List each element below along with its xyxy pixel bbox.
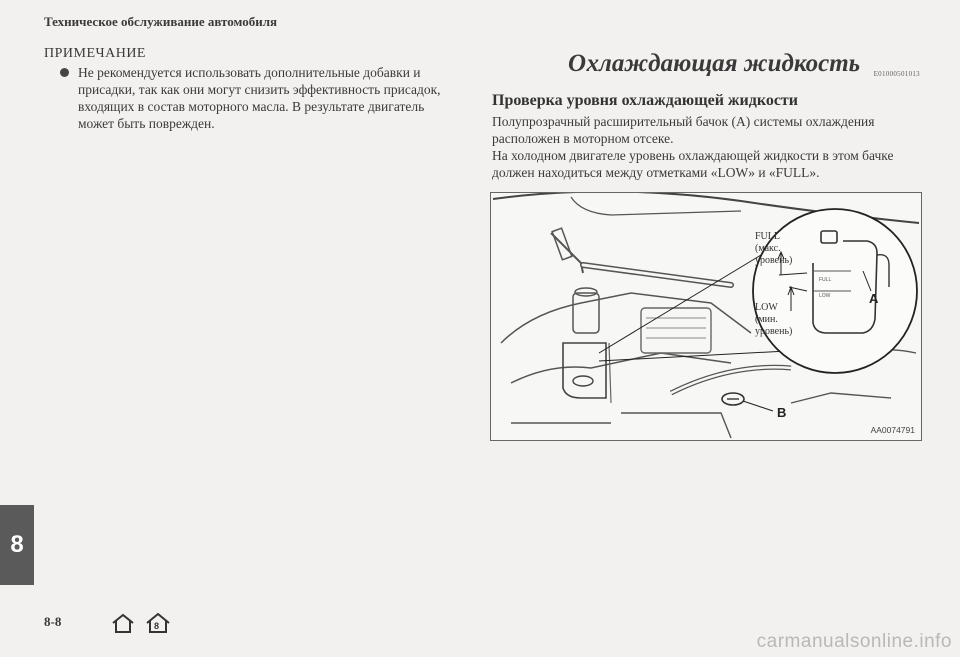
paragraph-line: Полупрозрачный расширительный бачок (A) системы охлаждения: [492, 114, 875, 129]
chapter-tab[interactable]: 8: [0, 505, 34, 585]
note-title: ПРИМЕЧАНИЕ: [44, 46, 146, 61]
note-block: [44, 46, 464, 132]
paragraph-line: расположен в моторном отсеке.: [492, 131, 674, 146]
section-title: Охлаждающая жидкость: [568, 50, 861, 77]
home-icon[interactable]: [110, 612, 136, 634]
page-number: 8-8: [44, 614, 62, 629]
subsection-title: Проверка уровня охлаждающей жидкости: [492, 92, 799, 109]
chapter-home-number: 8: [154, 621, 160, 631]
section-code: E01000501013: [873, 70, 920, 78]
watermark: carmanualsonline.info: [756, 631, 952, 652]
note-line: присадки, так как они могут снизить эффективность присадок,: [78, 82, 441, 97]
chapter-home-icon[interactable]: [144, 612, 172, 634]
page-header: Техническое обслуживание автомобиля: [44, 14, 278, 29]
note-line: Не рекомендуется использовать дополнительные добавки и: [78, 65, 421, 80]
full-label: FULL: [755, 231, 780, 242]
nav-icons: [110, 612, 172, 634]
bullet-icon: [60, 68, 69, 77]
note-line: может быть поврежден.: [78, 116, 215, 131]
low-sub-2: уровень): [755, 326, 793, 337]
full-sub-1: (макс.: [755, 243, 781, 254]
label-b: B: [777, 405, 787, 420]
low-sub-1: (мин.: [755, 314, 778, 325]
note-line: входящих в состав моторного масла. В результате двигатель: [78, 99, 425, 114]
tank-low-mark: LOW: [819, 293, 831, 299]
low-label: LOW: [755, 302, 778, 313]
label-a: A: [869, 291, 879, 306]
section-text: [492, 113, 920, 181]
paragraph-line: На холодном двигателе уровень охлаждающей жидкости в этом бачке: [492, 148, 894, 163]
engine-bay-illustration: [490, 192, 922, 441]
tank-full-mark: FULL: [819, 277, 832, 283]
paragraph-line: должен находиться между отметками «LOW» и «FULL».: [492, 165, 820, 180]
engine-bay-drawing: [491, 193, 921, 440]
figure-code: AA0074791: [870, 425, 915, 435]
note-item: [44, 64, 464, 132]
full-sub-2: уровень): [755, 255, 793, 266]
